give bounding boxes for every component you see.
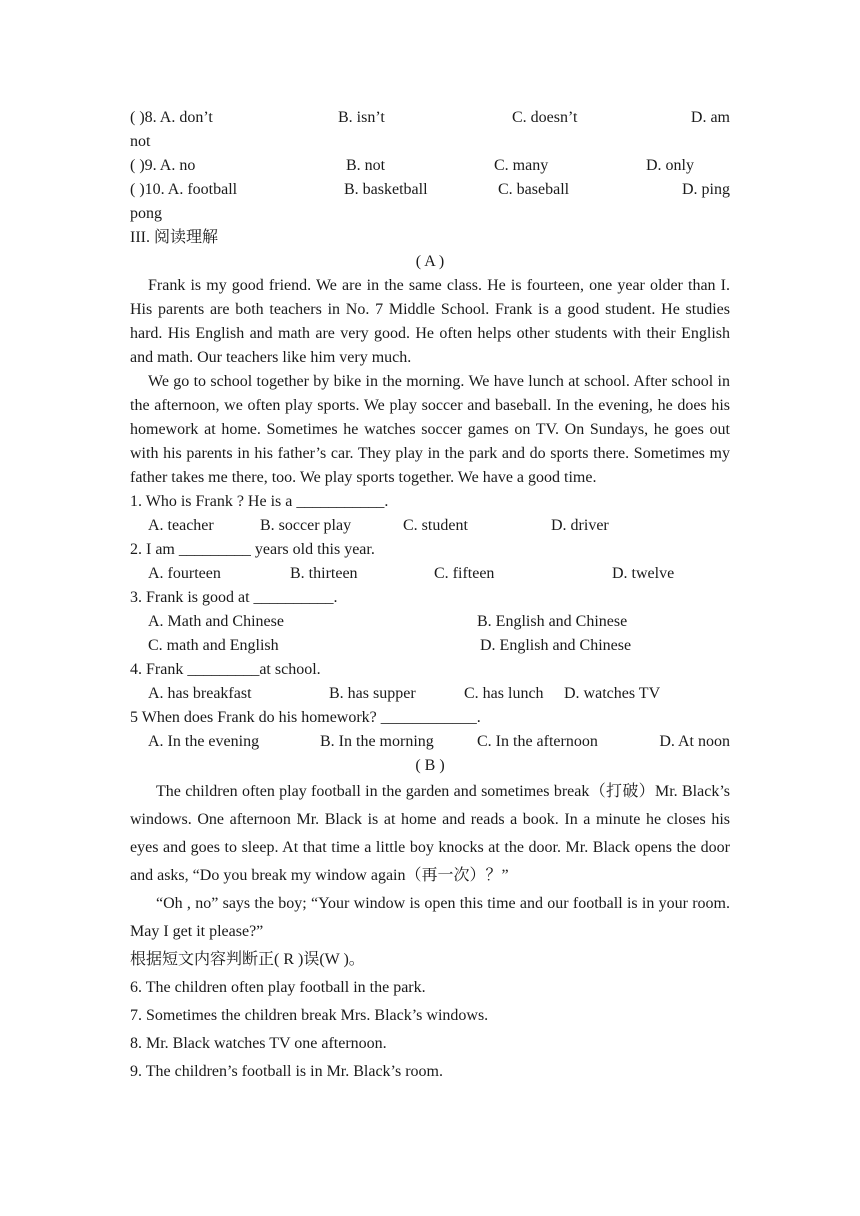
question-5-option-a: A. In the evening	[148, 733, 260, 750]
cloze-item-9	[130, 154, 730, 178]
question-2-option-d: D. twelve	[612, 565, 675, 582]
cloze-9-option-c: C. many	[494, 157, 549, 174]
passage-b-paragraph-2: “Oh , no” says the boy; “Your window is open this time and our football is in your room. May I get it please?”	[130, 895, 730, 940]
cloze-8-option-d: D. am	[690, 109, 730, 126]
cloze-item-10	[130, 178, 730, 226]
question-1-option-b: B. soccer play	[260, 517, 352, 534]
cloze-8-wrap: not	[130, 133, 151, 150]
passage-a-paragraph-2: We go to school together by bike in the morning. We have lunch at school. After school in the afternoon, we often play sports. We play soccer and baseball. In the evening, he does his homework at home. Sometimes he watches soccer games on TV. On Sundays, he goes out with his parents in his father’s car. They play in the park and do sports there. Sometimes my father takes me there, too. We play sports together. We have a good time.	[130, 373, 730, 486]
question-4-option-d: D. watches TV	[564, 685, 661, 702]
question-4-option-c: C. has lunch	[464, 685, 544, 702]
section-3-title: III. 阅读理解	[130, 229, 218, 246]
cloze-9-option-b: B. not	[346, 157, 386, 174]
cloze-10-option-a: ( )10. A. football	[130, 181, 238, 198]
cloze-8-option-c: C. doesn’t	[512, 109, 578, 126]
cloze-10-option-b: B. basketball	[344, 181, 428, 198]
question-5	[130, 706, 730, 754]
question-5-option-c: C. In the afternoon	[477, 733, 598, 750]
worksheet-page	[130, 106, 730, 1086]
passage-b-paragraph-1: The children often play football in the garden and sometimes break（打破）Mr. Black’s windows. One afternoon Mr. Black is at home and reads a book. In a minute he closes his eyes and goes to sleep. At that time a little boy knocks at the door. Mr. Black opens the door and asks, “Do you break my window again（再一次）？”	[130, 783, 730, 884]
question-1-option-a: A. teacher	[148, 517, 214, 534]
question-1-option-d: D. driver	[551, 517, 609, 534]
statement-9: 9. The children’s football is in Mr. Black’s room.	[130, 1063, 443, 1080]
question-4-option-b: B. has supper	[329, 685, 416, 702]
statement-8: 8. Mr. Black watches TV one afternoon.	[130, 1035, 387, 1052]
cloze-item-8	[130, 106, 730, 154]
passage-a-paragraph-1: Frank is my good friend. We are in the same class. He is fourteen, one year older than I. His parents are both teachers in No. 7 Middle School. Frank is a good student. He studies hard. His English and math are very good. He often helps other students with their English and math. Our teachers like him very much.	[130, 277, 730, 366]
cloze-8-option-b: B. isn’t	[338, 109, 385, 126]
statement-7: 7. Sometimes the children break Mrs. Black’s windows.	[130, 1007, 489, 1024]
question-2-option-b: B. thirteen	[290, 565, 358, 582]
statement-6: 6. The children often play football in the park.	[130, 979, 426, 996]
question-4	[130, 658, 730, 706]
question-3-option-d: D. English and Chinese	[480, 637, 632, 654]
question-5-stem: 5 When does Frank do his homework? ____________.	[130, 709, 481, 726]
cloze-10-wrap: pong	[130, 205, 162, 222]
question-4-stem: 4. Frank _________at school.	[130, 661, 321, 678]
question-1	[130, 490, 730, 538]
question-3	[130, 586, 730, 658]
question-3-option-c: C. math and English	[148, 637, 279, 654]
true-false-instruction: 根据短文内容判断正( R )误(W )。	[130, 951, 365, 968]
question-3-option-b: B. English and Chinese	[477, 613, 628, 630]
question-5-option-d: D. At noon	[659, 733, 730, 750]
question-5-option-b: B. In the morning	[320, 733, 434, 750]
cloze-9-option-a: ( )9. A. no	[130, 157, 196, 174]
cloze-9-option-d: D. only	[646, 157, 694, 174]
question-2-option-c: C. fifteen	[434, 565, 495, 582]
question-3-stem: 3. Frank is good at __________.	[130, 589, 338, 606]
passage-b-label: ( B )	[415, 757, 445, 774]
passage-a-label: ( A )	[415, 253, 445, 270]
question-4-option-a: A. has breakfast	[148, 685, 252, 702]
question-1-option-c: C. student	[403, 517, 468, 534]
question-2-option-a: A. fourteen	[148, 565, 221, 582]
question-2-stem: 2. I am _________ years old this year.	[130, 541, 375, 558]
cloze-10-option-c: C. baseball	[498, 181, 570, 198]
question-2	[130, 538, 730, 586]
question-1-stem: 1. Who is Frank ? He is a ___________.	[130, 493, 389, 510]
question-3-option-a: A. Math and Chinese	[148, 613, 284, 630]
cloze-10-option-d: D. ping	[682, 181, 730, 198]
cloze-8-option-a: ( )8. A. don’t	[130, 109, 213, 126]
